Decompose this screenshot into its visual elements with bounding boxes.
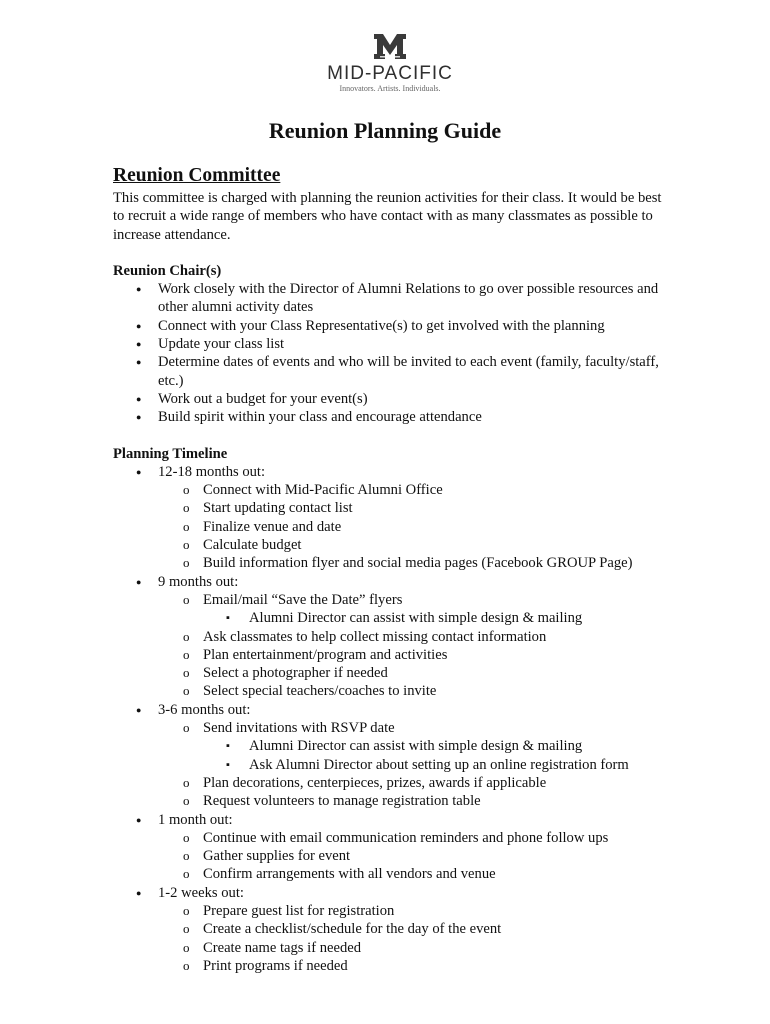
list-item: o Build information flyer and social media pages (Facebook GROUP Page) xyxy=(113,554,673,572)
list-item: o Create name tags if needed xyxy=(113,939,673,957)
list-item: ● Connect with your Class Representative(s) to get involved with the planning xyxy=(113,317,673,335)
phase-label: 9 months out: xyxy=(158,573,239,590)
document-body xyxy=(113,163,673,975)
list-item: ● Build spirit within your class and encourage attendance xyxy=(113,408,673,426)
committee-heading: Reunion Committee xyxy=(113,165,281,186)
sub-list-item: ▪ Ask Alumni Director about setting up an online registration form xyxy=(113,756,673,774)
list-item: o Continue with email communication reminders and phone follow ups xyxy=(113,829,673,847)
task-text: Send invitations with RSVP date xyxy=(203,720,395,737)
phase-label: 1-2 weeks out: xyxy=(158,884,244,901)
list-item: o Confirm arrangements with all vendors and venue xyxy=(113,865,673,883)
list-item: o Ask classmates to help collect missing contact information xyxy=(113,628,673,646)
list-item: o Plan entertainment/program and activities xyxy=(113,646,673,664)
timeline-phase xyxy=(113,573,673,701)
list-item: o Print programs if needed xyxy=(113,957,673,975)
phase-label: 3-6 months out: xyxy=(158,701,251,718)
list-item: o Calculate budget xyxy=(113,536,673,554)
list-item: o Start updating contact list xyxy=(113,499,673,517)
phase-label: 12-18 months out: xyxy=(158,463,266,480)
timeline-list xyxy=(113,463,673,975)
page-title: Reunion Planning Guide xyxy=(268,118,502,143)
chair-list xyxy=(113,280,673,426)
m-emblem-icon xyxy=(372,32,408,62)
logo-name: MID-PACIFIC xyxy=(327,63,453,84)
list-item: o Gather supplies for event xyxy=(113,847,673,865)
logo-tagline: Innovators. Artists. Individuals. xyxy=(339,84,441,93)
timeline-phase xyxy=(113,463,673,573)
list-item: o Prepare guest list for registration xyxy=(113,902,673,920)
task-text: Email/mail “Save the Date” flyers xyxy=(203,591,403,608)
list-item: ● Update your class list xyxy=(113,335,673,353)
list-item xyxy=(113,719,673,774)
timeline-phase xyxy=(113,884,673,975)
phase-label: 1 month out: xyxy=(158,811,233,828)
list-item: o Select a photographer if needed xyxy=(113,664,673,682)
timeline-phase xyxy=(113,811,673,884)
timeline-heading: Planning Timeline xyxy=(113,445,228,462)
list-item: ● Work out a budget for your event(s) xyxy=(113,390,673,408)
list-item: ● Work closely with the Director of Alumni Relations to go over possible resources and other alumni activity dates xyxy=(113,280,673,317)
sub-list-item: ▪ Alumni Director can assist with simple design & mailing xyxy=(113,737,673,755)
list-item: o Create a checklist/schedule for the day of the event xyxy=(113,920,673,938)
committee-intro: This committee is charged with planning the reunion activities for their class. It would be best to recruit a wide range of members who have contact with as many classmates as possible to increase attendance. xyxy=(113,190,662,243)
list-item xyxy=(113,591,673,628)
sub-list-item: ▪ Alumni Director can assist with simple design & mailing xyxy=(113,609,673,627)
list-item: o Select special teachers/coaches to invite xyxy=(113,682,673,700)
timeline-phase xyxy=(113,701,673,811)
list-item: o Finalize venue and date xyxy=(113,518,673,536)
chair-heading: Reunion Chair(s) xyxy=(113,262,222,279)
list-item: ● Determine dates of events and who will be invited to each event (family, faculty/staff, etc.) xyxy=(113,353,673,390)
list-item: o Request volunteers to manage registration table xyxy=(113,792,673,810)
school-logo xyxy=(320,32,460,94)
list-item: o Connect with Mid-Pacific Alumni Office xyxy=(113,481,673,499)
list-item: o Plan decorations, centerpieces, prizes, awards if applicable xyxy=(113,774,673,792)
